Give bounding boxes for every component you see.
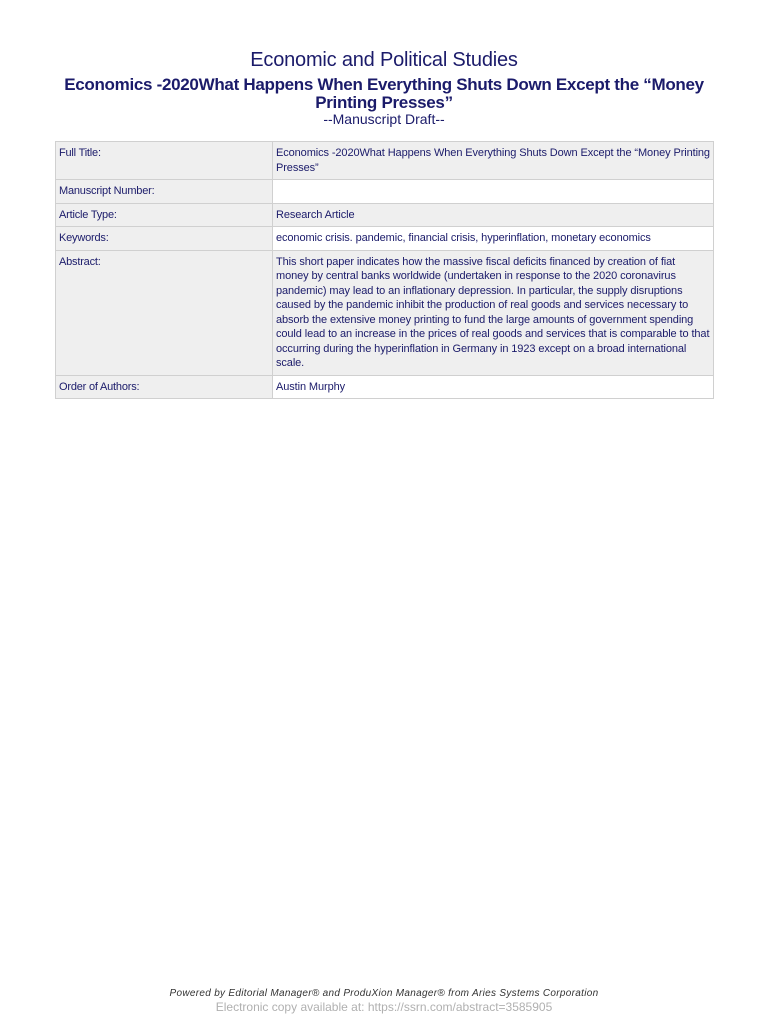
ssrn-notice-footer: Electronic copy available at: https://ssrn.com/abstract=3585905: [215, 1000, 553, 1014]
row-keywords: [56, 227, 714, 251]
full-title-label: Full Title:: [56, 142, 273, 180]
manuscript-metadata-table: [55, 141, 714, 399]
manuscript-number-label: Manuscript Number:: [56, 180, 273, 204]
keywords-label: Keywords:: [56, 227, 273, 251]
full-title-value: Economics -2020What Happens When Everything Shuts Down Except the “Money Printing Presses”: [273, 142, 714, 180]
order-of-authors-label: Order of Authors:: [56, 375, 273, 399]
abstract-value: This short paper indicates how the massive fiscal deficits financed by creation of fiat money by central banks worldwide (undertaken in response to the 2020 coronavirus pandemic) may lead to an inflationary depression. In particular, the supply disruptions caused by the pandemic inhibit the production of real goods and services necessary to absorb the extensive money printing to fund the large amounts of government spending could lead to an increase in the prices of real goods and services that is comparable to that occurring during the hyperinflation in Germany in 1923 except on a broad international scale.: [273, 250, 714, 375]
powered-by-footer: Powered by Editorial Manager® and ProduXion Manager® from Aries Systems Corporation: [169, 988, 599, 999]
paper-title: Economics -2020What Happens When Everything Shuts Down Except the “Money Printing Presses”: [64, 75, 704, 112]
row-abstract: [56, 250, 714, 375]
row-full-title: [56, 142, 714, 180]
article-type-label: Article Type:: [56, 203, 273, 227]
article-type-value: Research Article: [273, 203, 714, 227]
journal-title: Economic and Political Studies: [250, 49, 518, 71]
row-order-of-authors: [56, 375, 714, 399]
row-article-type: [56, 203, 714, 227]
row-manuscript-number: [56, 180, 714, 204]
manuscript-number-value: [273, 180, 714, 204]
keywords-value: economic crisis. pandemic, financial crisis, hyperinflation, monetary economics: [273, 227, 714, 251]
abstract-label: Abstract:: [56, 250, 273, 375]
order-of-authors-value: Austin Murphy: [273, 375, 714, 399]
draft-label: --Manuscript Draft--: [323, 111, 445, 127]
